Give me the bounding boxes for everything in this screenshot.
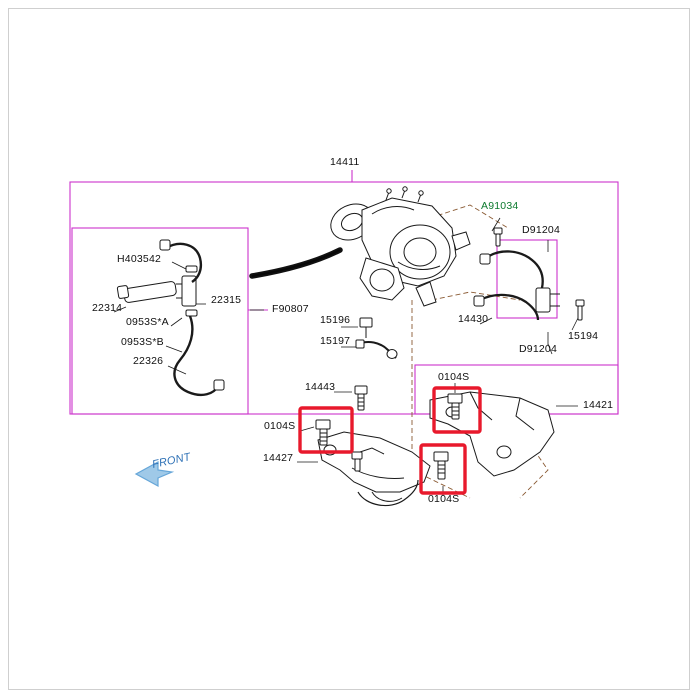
label-22315: 22315 — [211, 294, 242, 306]
front-label: FRONT — [151, 451, 192, 471]
turbocharger-body — [325, 187, 470, 306]
label-15194: 15194 — [568, 330, 599, 342]
label-14427: 14427 — [263, 452, 294, 464]
label-22314: 22314 — [92, 302, 123, 314]
label-14421: 14421 — [583, 399, 614, 411]
label-14443: 14443 — [305, 381, 336, 393]
label-0104s-left: 0104S — [264, 420, 296, 432]
label-f90807: F90807 — [272, 303, 309, 315]
label-0104s-bottom: 0104S — [428, 493, 460, 505]
label-0953s-a: 0953S*A — [126, 316, 169, 328]
label-0953s-b: 0953S*B — [121, 336, 164, 348]
bracket-14427 — [318, 432, 430, 506]
label-a91034: A91034 — [481, 200, 519, 212]
label-15197: 15197 — [320, 335, 351, 347]
label-d91204-bottom: D91204 — [519, 343, 557, 355]
label-h403542: H403542 — [117, 253, 162, 265]
label-15196: 15196 — [320, 314, 351, 326]
right-hose-assembly — [474, 228, 584, 320]
bracket-14421 — [430, 392, 554, 476]
label-14411: 14411 — [330, 156, 360, 168]
label-14430: 14430 — [458, 313, 489, 325]
part-14443-bolt — [355, 386, 367, 410]
label-0104s-top: 0104S — [438, 371, 470, 383]
main-black-hose — [252, 250, 340, 276]
label-22326: 22326 — [133, 355, 164, 367]
oil-pipe-parts — [356, 318, 397, 359]
label-d91204-top: D91204 — [522, 224, 560, 236]
